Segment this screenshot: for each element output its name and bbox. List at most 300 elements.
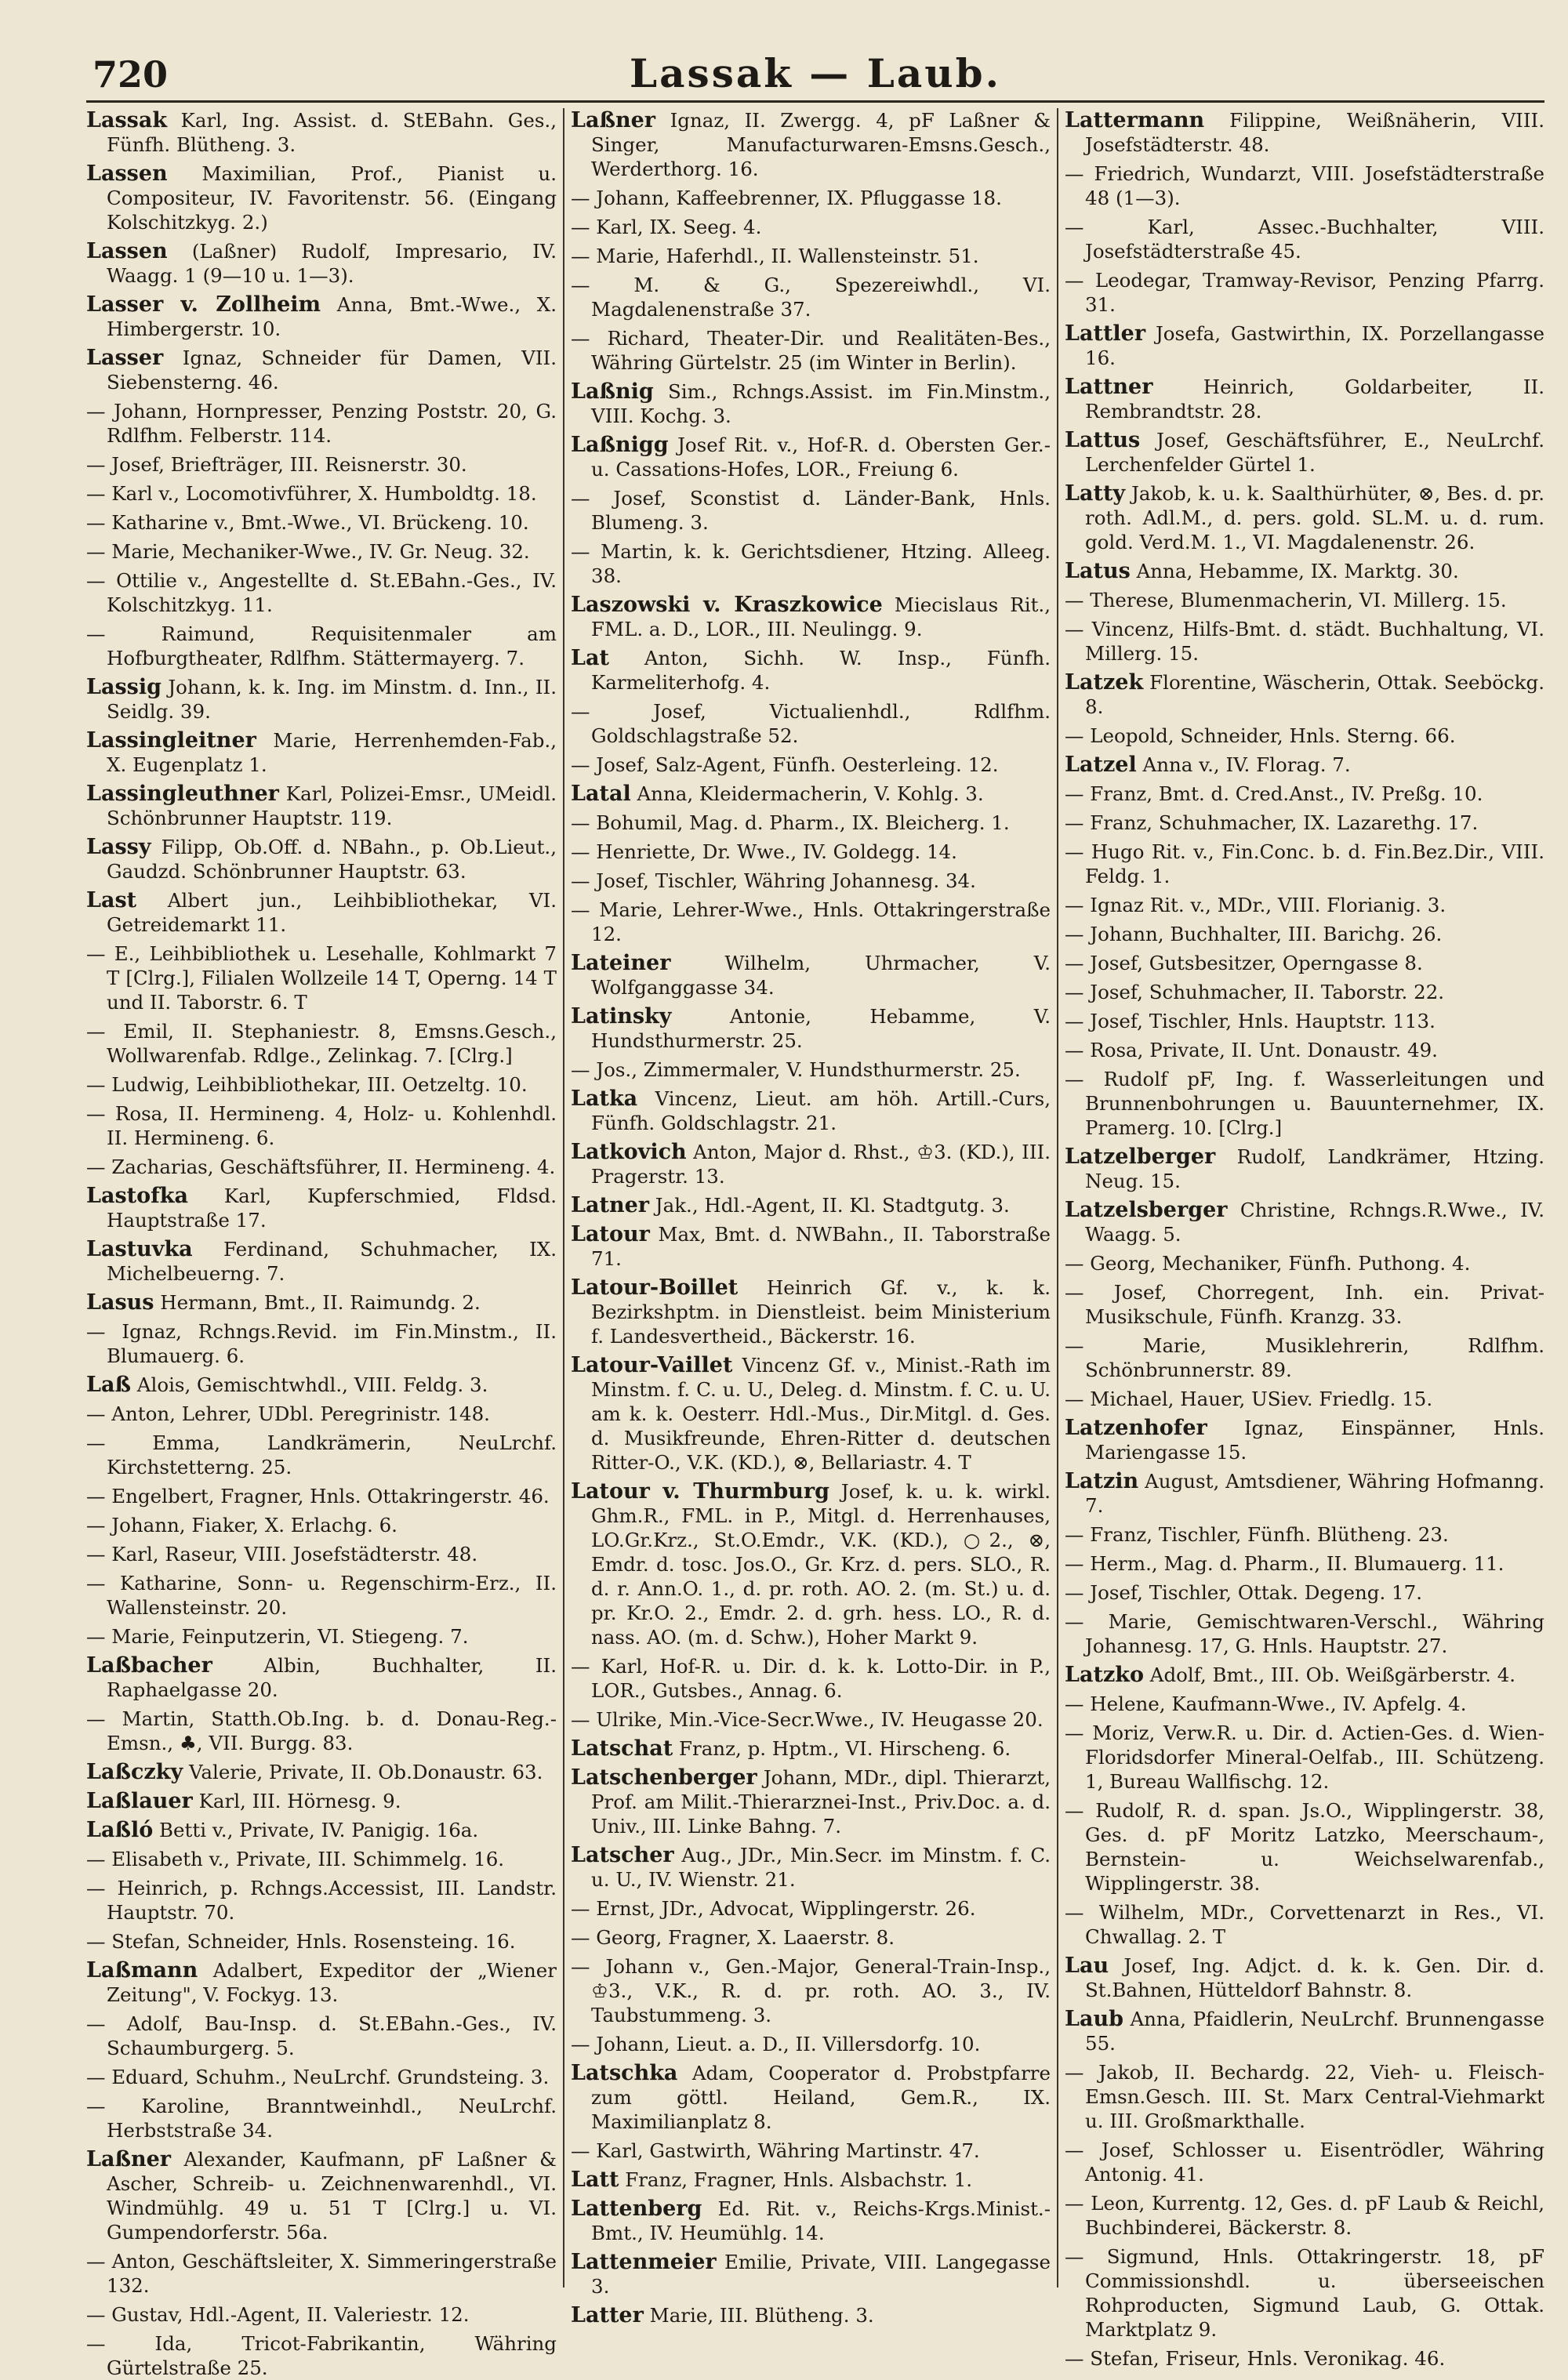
entry-surname: Latus: [1065, 559, 1131, 583]
entry-surname: Latter: [571, 2303, 644, 2327]
directory-entry: [1065, 782, 1544, 806]
entry-surname: Latinsky: [571, 1004, 672, 1029]
entry-details: Filipp, Ob.Off. d. NBahn., p. Ob.Lieut., Gaudzd. Schönbrunner Hauptstr. 63.: [107, 836, 557, 883]
entry-surname: Latschenberger: [571, 1765, 757, 1790]
entry-details: — Leodegar, Tramway-Revisor, Penzing Pfarrg. 31.: [1065, 269, 1544, 316]
entry-details: — Gustav, Hdl.-Agent, II. Valeriestr. 12.: [86, 2303, 470, 2326]
entry-details: — Josef, Tischler, Hnls. Hauptstr. 113.: [1065, 1010, 1436, 1032]
entry-surname: Latzel: [1065, 753, 1137, 777]
directory-entry: [86, 2331, 557, 2380]
directory-entry: [1065, 840, 1544, 888]
directory-entry: [571, 2032, 1051, 2056]
page-number: 720: [93, 53, 169, 96]
directory-entry: [86, 1290, 557, 1315]
directory-entry: [86, 539, 557, 564]
entry-surname: Lattus: [1065, 428, 1141, 452]
directory-entry: [1065, 922, 1544, 946]
entry-details: — Henriette, Dr. Wwe., IV. Goldegg. 14.: [571, 840, 957, 863]
directory-entry: [571, 1193, 1051, 1217]
entry-details: Vincenz, Lieut. am höh. Artill.-Curs, Fünfh. Goldschlagstr. 21.: [591, 1087, 1051, 1134]
entry-details: Adam, Cooperator d. Probstpfarre zum göttl. Heiland, Gem.R., IX. Maximilianplatz 8.: [591, 2062, 1051, 2133]
entry-details: — Rudolf pF, Ing. f. Wasserleitungen und Brunnenbohrungen u. Bauunternehmer, IX. Pramerg. 10. [Clrg.]: [1065, 1068, 1544, 1139]
directory-entry: [1065, 893, 1544, 917]
directory-entry: [1065, 1038, 1544, 1062]
entry-surname: Laßnigg: [571, 433, 669, 457]
entry-surname: Laßnig: [571, 379, 654, 404]
entry-surname: Lassen: [86, 161, 168, 186]
entry-details: Jakob, k. u. k. Saalthürhüter, ⊗, Bes. d. pr. roth. Adl.M., d. pers. gold. SL.M. u. d. rum. gold. Verd.M. 1., VI. Magdalenenstr. 26.: [1085, 482, 1544, 553]
entry-surname: Latour v. Thurmburg: [571, 1479, 829, 1504]
directory-entry: [571, 593, 1051, 641]
entry-details: — Emil, II. Stephaniestr. 8, Emsns.Gesch., Wollwarenfab. Rdlge., Zelinkag. 7. [Clrg.]: [86, 1020, 557, 1067]
directory-entry: [1065, 1798, 1544, 1896]
entry-details: — Johann, Buchhalter, III. Barichg. 26.: [1065, 923, 1443, 945]
entry-details: Aug., JDr., Min.Secr. im Minstm. f. C. u. U., IV. Wienstr. 21.: [591, 1844, 1051, 1891]
directory-entry: [86, 782, 557, 830]
directory-entry: [571, 951, 1051, 1000]
entry-surname: Lattermann: [1065, 108, 1205, 132]
entry-details: Anna, Pfaidlerin, NeuLrchf. Brunnengasse 55.: [1085, 2008, 1544, 2055]
entry-surname: Latzko: [1065, 1663, 1144, 1687]
entry-details: Ignaz, II. Zwergg. 4, pF Laßner & Singer, Manufacturwaren-Emsns.Gesch., Werderthorg. 16.: [591, 109, 1051, 180]
entry-details: Marie, III. Blütheng. 3.: [643, 2304, 874, 2327]
running-head: Lassak — Laub.: [630, 50, 1001, 96]
entry-surname: Last: [86, 888, 137, 912]
entry-surname: Latner: [571, 1193, 649, 1217]
directory-entry: [1065, 1522, 1544, 1547]
directory-entry: [86, 2065, 557, 2089]
entry-details: Johann, MDr., dipl. Thierarzt, Prof. am Milit.-Thierarznei-Inst., Priv.Doc. a. d. Univ., III. Linke Bahng. 7.: [591, 1766, 1051, 1838]
directory-entry: [571, 433, 1051, 481]
entry-details: Adalbert, Expeditor der „Wiener Zeitung", V. Fockyg. 13.: [107, 1959, 557, 2006]
directory-entry: [571, 1479, 1051, 1649]
directory-entry: [1065, 2346, 1544, 2371]
entry-details: — Emma, Landkrämerin, NeuLrchf. Kirchstetterng. 25.: [86, 1431, 557, 1478]
entry-details: — Leopold, Schneider, Hnls. Sterng. 66.: [1065, 724, 1456, 747]
entry-details: — Karoline, Branntweinhdl., NeuLrchf. Herbststraße 34.: [86, 2095, 557, 2142]
entry-details: Anton, Major d. Rhst., ♔3. (KD.), III. Pragerstr. 13.: [591, 1141, 1051, 1188]
entry-surname: Lasser: [86, 346, 164, 370]
directory-entry: [1065, 161, 1544, 210]
directory-entry: [1065, 1609, 1544, 1658]
directory-entry: [86, 1072, 557, 1097]
directory-entry: [571, 1058, 1051, 1082]
entry-details: — Josef, Salz-Agent, Fünfh. Oesterleing. 12.: [571, 753, 999, 776]
entry-details: — Franz, Schuhmacher, IX. Lazarethg. 17.: [1065, 811, 1479, 834]
directory-entry: [571, 186, 1051, 210]
directory-entry: [571, 273, 1051, 321]
entry-surname: Latzin: [1065, 1469, 1139, 1493]
directory-entry: [571, 539, 1051, 588]
entry-details: Alexander, Kaufmann, pF Laßner & Ascher, Schreib- u. Zeichnenwarenhdl., VI. Windmühlg. 49 u. 51 T [Clrg.] u. VI. Gumpendorferstr. 56a.: [107, 2148, 557, 2244]
directory-entry: [86, 1958, 557, 2007]
directory-entry: [571, 2168, 1051, 2192]
directory-entry: [1065, 268, 1544, 317]
entry-details: — Eduard, Schuhm., NeuLrchf. Grundsteing. 3.: [86, 2066, 550, 2088]
directory-entry: [86, 452, 557, 477]
entry-details: — Elisabeth v., Private, III. Schimmelg. 16.: [86, 1848, 505, 1870]
entry-details: — Katharine, Sonn- u. Regenschirm-Erz., II. Wallensteinstr. 20.: [86, 1572, 557, 1619]
entry-surname: Laszowski v. Kraszkowice: [571, 593, 883, 617]
entry-details: Josef, k. u. k. wirkl. Ghm.R., FML. in P., Mitgl. d. Herrenhauses, LO.Gr.Krz., St.O.Emdr., V.K. (KD.), ○2., ⊗, Emdr. d. tosc. Jos.O., Gr. Krz. d. pers. SLO., R. d. r. Ann.O. 1., d. pr. roth. AO. 2. (m. St.) u. d. pr. Kr.O. 2., Emdr. 2. d. grh. hess. LO., R. d. nass. AO. (m. d. Schw.), Hoher Markt 9.: [591, 1480, 1051, 1649]
entry-details: Jak., Hdl.-Agent, II. Kl. Stadtgutg. 3.: [648, 1194, 1010, 1217]
entry-surname: Lassig: [86, 675, 162, 699]
entry-details: August, Amtsdiener, Währing Hofmanng. 7.: [1085, 1470, 1544, 1517]
entry-details: — Stefan, Schneider, Hnls. Rosensteing. 16.: [86, 1930, 516, 1953]
entry-details: — Ulrike, Min.-Vice-Secr.Wwe., IV. Heugasse 20.: [571, 1708, 1044, 1731]
entry-details: Franz, Fragner, Hnls. Alsbachstr. 1.: [619, 2168, 973, 2191]
directory-entry: [571, 486, 1051, 535]
directory-entry: [86, 1818, 557, 1842]
directory-entry: [86, 239, 557, 288]
directory-entry: [86, 108, 557, 157]
entry-surname: Latzelberger: [1065, 1145, 1216, 1169]
entry-surname: Latal: [571, 782, 631, 806]
entry-details: Ed. Rit. v., Reichs-Krgs.Minist.-Bmt., IV. Heumühlg. 14.: [591, 2197, 1051, 2244]
entry-details: Hermann, Bmt., II. Raimundg. 2.: [154, 1291, 481, 1314]
entry-surname: Latschka: [571, 2061, 678, 2085]
entry-surname: Latkovich: [571, 1140, 687, 1164]
directory-columns: [86, 108, 1544, 2379]
entry-surname: Laßner: [86, 2147, 172, 2171]
directory-entry: [571, 840, 1051, 864]
entry-details: — Wilhelm, MDr., Corvettenarzt in Res., VI. Chwallag. 2. T: [1065, 1901, 1544, 1948]
entry-details: — Heinrich, p. Rchngs.Accessist, III. Landstr. Hauptstr. 70.: [86, 1877, 557, 1924]
directory-entry: [86, 1847, 557, 1871]
entry-details: — Vincenz, Hilfs-Bmt. d. städt. Buchhaltung, VI. Millerg. 15.: [1065, 618, 1544, 665]
entry-details: — Georg, Fragner, X. Laaerstr. 8.: [571, 1926, 895, 1949]
entry-details: — Marie, Mechaniker-Wwe., IV. Gr. Neug. 32.: [86, 540, 530, 563]
entry-surname: Lassy: [86, 835, 151, 859]
entry-details: Albert jun., Leihbibliothekar, VI. Getreidemarkt 11.: [107, 889, 557, 936]
directory-entry: [86, 1319, 557, 1368]
directory-entry: [86, 1431, 557, 1479]
entry-surname: Latty: [1065, 481, 1126, 506]
directory-entry: [1065, 2244, 1544, 2342]
entry-details: — Michael, Hauer, USiev. Friedlg. 15.: [1065, 1388, 1433, 1410]
directory-entry: [1065, 1009, 1544, 1033]
directory-entry: [86, 941, 557, 1014]
entry-surname: Latour-Vaillet: [571, 1353, 733, 1377]
entry-details: — Karl, IX. Seeg. 4.: [571, 216, 762, 238]
entry-details: — Ignaz, Rchngs.Revid. im Fin.Minstm., II. Blumauerg. 6.: [86, 1320, 557, 1367]
entry-details: — Georg, Mechaniker, Fünfh. Puthong. 4.: [1065, 1252, 1471, 1275]
entry-details: Sim., Rchngs.Assist. im Fin.Minstm., VIII. Kochg. 3.: [591, 380, 1051, 427]
entry-details: — Johann v., Gen.-Major, General-Train-Insp., ♔3., V.K., R. d. pr. roth. AO. 3., IV. Taubstummeng. 3.: [571, 1955, 1051, 2026]
directory-entry: [86, 510, 557, 535]
entry-details: Karl, Ing. Assist. d. StEBahn. Ges., Fünfh. Blütheng. 3.: [107, 109, 557, 156]
directory-entry: [1065, 1198, 1544, 1246]
entry-details: Marie, Herrenhemden-Fab., X. Eugenplatz 1.: [107, 729, 557, 776]
entry-details: — Herm., Mag. d. Pharm., II. Blumauerg. 11.: [1065, 1552, 1504, 1575]
column-divider: [1057, 108, 1058, 2287]
directory-entry: [1065, 1900, 1544, 1949]
entry-surname: Lastofka: [86, 1184, 188, 1208]
directory-entry: [86, 161, 557, 234]
directory-entry: [1065, 980, 1544, 1004]
entry-details: Adolf, Bmt., III. Ob. Weißgärberstr. 4.: [1144, 1663, 1516, 1686]
directory-entry: [571, 379, 1051, 428]
entry-details: Christine, Rchngs.R.Wwe., IV. Waagg. 5.: [1085, 1199, 1544, 1246]
entry-details: Josef, Ing. Adjct. d. k. k. Gen. Dir. d. St.Bahnen, Hütteldorf Bahnstr. 8.: [1085, 1954, 1544, 2001]
entry-surname: Latour: [571, 1222, 650, 1246]
directory-entry: [1065, 559, 1544, 583]
directory-entry: [571, 753, 1051, 777]
entry-details: — Ludwig, Leihbibliothekar, III. Oetzeltg. 10.: [86, 1073, 528, 1096]
directory-entry: [1065, 108, 1544, 157]
entry-details: — Ignaz Rit. v., MDr., VIII. Florianig. 3.: [1065, 894, 1446, 916]
entry-details: — Josef, Schlosser u. Eisentrödler, Währing Antonig. 41.: [1065, 2139, 1544, 2186]
directory-entry: [86, 292, 557, 341]
directory-entry: [571, 1353, 1051, 1475]
entry-details: Ferdinand, Schuhmacher, IX. Michelbeuerng. 7.: [107, 1238, 557, 1285]
directory-entry: [571, 782, 1051, 806]
entry-details: — Franz, Bmt. d. Cred.Anst., IV. Preßg. 10.: [1065, 782, 1483, 805]
directory-entry: [86, 1513, 557, 1537]
directory-entry: [86, 1707, 557, 1755]
entry-details: — Rudolf, R. d. span. Js.O., Wipplingerstr. 38, Ges. d. pF Moritz Latzko, Meerschaum-, Bernstein- u. Weichselwarenfab., Wipplingerstr. 38.: [1065, 1799, 1544, 1895]
entry-details: — Karl, Assec.-Buchhalter, VIII. Josefstädterstraße 45.: [1065, 216, 1544, 263]
directory-entry: [571, 1736, 1051, 1761]
directory-entry: [571, 2303, 1051, 2327]
directory-entry: [86, 1624, 557, 1649]
directory-entry: [571, 1004, 1051, 1053]
entry-details: — Stefan, Friseur, Hnls. Veronikag. 46.: [1065, 2347, 1446, 2370]
entry-details: Anna, Kleidermacherin, V. Kohlg. 3.: [630, 782, 984, 805]
entry-details: — Johann, Lieut. a. D., II. Villersdorfg. 10.: [571, 2033, 981, 2055]
directory-entry: [1065, 2007, 1544, 2055]
entry-surname: Laß: [86, 1373, 131, 1397]
directory-entry: [86, 1101, 557, 1150]
directory-entry: [86, 1402, 557, 1426]
entry-details: Ignaz, Schneider für Damen, VII. Siebensterng. 46.: [107, 346, 557, 394]
directory-entry: [1065, 2138, 1544, 2186]
directory-entry: [86, 1484, 557, 1508]
entry-details: — Helene, Kaufmann-Wwe., IV. Apfelg. 4.: [1065, 1692, 1467, 1715]
directory-entry: [1065, 1721, 1544, 1794]
entry-details: Anna, Hebamme, IX. Marktg. 30.: [1130, 560, 1459, 582]
entry-details: Maximilian, Prof., Pianist u. Compositeur, IV. Favoritenstr. 56. (Eingang Kolschitzkyg. 2.): [107, 162, 557, 234]
page-header: [86, 30, 1544, 103]
directory-entry: [1065, 1580, 1544, 1605]
entry-details: Karl, Polizei-Emsr., UMeidl. Schönbrunner Hauptstr. 119.: [107, 782, 557, 829]
entry-details: — Johann, Fiaker, X. Erlachg. 6.: [86, 1514, 397, 1536]
entry-details: — Raimund, Requisitenmaler am Hofburgtheater, Rdlfhm. Stättermayerg. 7.: [86, 622, 557, 669]
directory-entry: [1065, 1954, 1544, 2002]
entry-details: — Engelbert, Fragner, Hnls. Ottakringerstr. 46.: [86, 1485, 550, 1507]
directory-entry: [86, 1876, 557, 1925]
directory-entry: [1065, 588, 1544, 612]
directory-entry: [86, 622, 557, 670]
directory-entry: [1065, 428, 1544, 477]
directory-entry: [86, 2302, 557, 2327]
entry-details: Filippine, Weißnäherin, VIII. Josefstädterstr. 48.: [1085, 109, 1544, 156]
directory-entry: [571, 811, 1051, 835]
entry-details: — Josef, Sconstist d. Länder-Bank, Hnls. Blumeng. 3.: [571, 487, 1051, 534]
directory-entry: [571, 2197, 1051, 2245]
entry-details: — Rosa, Private, II. Unt. Donaustr. 49.: [1065, 1039, 1438, 1061]
entry-details: Valerie, Private, II. Ob.Donaustr. 63.: [183, 1761, 543, 1783]
directory-entry: [1065, 1251, 1544, 1275]
entry-details: — Anton, Lehrer, UDbl. Peregrinistr. 148.: [86, 1402, 490, 1425]
entry-details: Miecislaus Rit., FML. a. D., LOR., III. Neulingg. 9.: [591, 593, 1051, 640]
entry-surname: Latscher: [571, 1843, 674, 1867]
directory-entry: [571, 1896, 1051, 1921]
directory-entry: [571, 1707, 1051, 1732]
entry-details: — Martin, k. k. Gerichtsdiener, Htzing. Alleeg. 38.: [571, 540, 1051, 587]
entry-details: — Josef, Tischler, Währing Johannesg. 34.: [571, 869, 976, 892]
entry-details: — Jakob, II. Bechardg. 22, Vieh- u. Fleisch-Emsn.Gesch. III. St. Marx Central-Viehmarkt u. III. Großmarkthalle.: [1065, 2061, 1544, 2132]
directory-entry: [86, 481, 557, 506]
directory-entry: [86, 1373, 557, 1397]
directory-entry: [86, 1019, 557, 1068]
directory-entry: [1065, 215, 1544, 263]
entry-surname: Lat: [571, 646, 609, 670]
directory-entry: [1065, 1416, 1544, 1464]
entry-details: Albin, Buchhalter, II. Raphaelgasse 20.: [107, 1654, 557, 1701]
entry-details: Heinrich Gf. v., k. k. Bezirkshptm. in Dienstleist. beim Ministerium f. Landesvertheid., Bäckerstr. 16.: [591, 1276, 1051, 1348]
entry-details: Anna, Bmt.-Wwe., X. Himbergerstr. 10.: [107, 293, 557, 340]
directory-entry: [1065, 1469, 1544, 1518]
entry-details: — Therese, Blumenmacherin, VI. Millerg. 15.: [1065, 589, 1507, 611]
directory-entry: [571, 869, 1051, 893]
directory-entry: [1065, 617, 1544, 666]
entry-details: — E., Leihbibliothek u. Lesehalle, Kohlmarkt 7 T [Clrg.], Filialen Wollzeile 14 T, Operng. 14 T und II. Taborstr. 6. T: [86, 942, 557, 1014]
entry-details: — Josef, Chorregent, Inh. ein. Privat-Musikschule, Fünfh. Kranzg. 33.: [1065, 1281, 1544, 1328]
entry-details: — Josef, Schuhmacher, II. Taborstr. 22.: [1065, 981, 1445, 1003]
entry-surname: Lattenmeier: [571, 2250, 717, 2274]
directory-entry: [86, 1155, 557, 1179]
entry-surname: Lattenberg: [571, 2197, 702, 2221]
entry-surname: Lattner: [1065, 375, 1153, 399]
directory-entry: [571, 1925, 1051, 1950]
entry-details: — Martin, Statth.Ob.Ing. b. d. Donau-Reg.-Emsn., ♣, VII. Burgg. 83.: [86, 1707, 557, 1754]
entry-surname: Lasser v. Zollheim: [86, 292, 321, 317]
entry-details: Josef, Geschäftsführer, E., NeuLrchf. Lerchenfelder Gürtel 1.: [1085, 429, 1544, 476]
entry-details: — Karl, Gastwirth, Währing Martinstr. 47.: [571, 2139, 980, 2162]
directory-entry: [86, 1789, 557, 1813]
entry-details: — Josef, Victualienhdl., Rdlfhm. Goldschlagstraße 52.: [571, 700, 1051, 747]
entry-surname: Laßmann: [86, 1958, 198, 1983]
directory-entry: [1065, 481, 1544, 554]
directory-entry: [571, 1954, 1051, 2027]
entry-details: Karl, III. Hörnesg. 9.: [192, 1790, 401, 1812]
entry-details: — Richard, Theater-Dir. und Realitäten-Bes., Währing Gürtelstr. 25 (im Winter in Berlin).: [571, 327, 1051, 374]
entry-details: — Adolf, Bau-Insp. d. St.EBahn.-Ges., IV. Schaumburgerg. 5.: [86, 2012, 557, 2059]
entry-details: Max, Bmt. d. NWBahn., II. Taborstraße 71.: [591, 1223, 1051, 1270]
directory-entry: [1065, 670, 1544, 719]
entry-surname: Laßczky: [86, 1760, 183, 1784]
entry-surname: Latschat: [571, 1736, 673, 1761]
directory-entry: [1065, 1145, 1544, 1193]
directory-entry: [86, 1653, 557, 1702]
entry-details: — Marie, Feinputzerin, VI. Stiegeng. 7.: [86, 1625, 469, 1648]
directory-entry: [86, 1542, 557, 1566]
entry-details: — Karl, Raseur, VIII. Josefstädterstr. 48.: [86, 1543, 478, 1566]
entry-details: — Karl v., Locomotivführer, X. Humboldtg. 18.: [86, 482, 537, 505]
entry-details: — Jos., Zimmermaler, V. Hundsthurmerstr. 25.: [571, 1058, 1021, 1081]
directory-entry: [86, 675, 557, 724]
entry-details: — Karl, Hof-R. u. Dir. d. k. k. Lotto-Dir. in P., LOR., Gutsbes., Annag. 6.: [571, 1655, 1051, 1702]
directory-entry: [86, 346, 557, 394]
entry-surname: Laßbacher: [86, 1653, 212, 1678]
entry-details: — Marie, Musiklehrerin, Rdlfhm. Schönbrunnerstr. 89.: [1065, 1334, 1544, 1381]
column-3: [1065, 108, 1544, 2370]
directory-entry: [571, 1843, 1051, 1892]
directory-entry: [86, 399, 557, 448]
entry-details: Wilhelm, Uhrmacher, V. Wolfganggasse 34.: [591, 952, 1051, 999]
directory-entry: [1065, 724, 1544, 748]
directory-entry: [86, 2012, 557, 2060]
column-2: [571, 108, 1051, 2327]
directory-entry: [571, 1140, 1051, 1188]
entry-details: — Bohumil, Mag. d. Pharm., IX. Bleicherg. 1.: [571, 811, 1010, 834]
entry-details: — Ottilie v., Angestellte d. St.EBahn.-Ges., IV. Kolschitzkyg. 11.: [86, 569, 557, 616]
entry-surname: Lassingleuthner: [86, 782, 279, 806]
entry-details: — Friedrich, Wundarzt, VIII. Josefstädterstraße 48 (1—3).: [1065, 162, 1544, 209]
entry-surname: Latzenhofer: [1065, 1416, 1207, 1440]
directory-entry: [86, 2249, 557, 2298]
entry-surname: Lassen: [86, 239, 168, 263]
column-divider: [563, 108, 564, 2287]
directory-entry: [571, 1765, 1051, 1838]
entry-details: — Anton, Geschäftsleiter, X. Simmeringerstraße 132.: [86, 2250, 557, 2297]
entry-details: Anton, Sichh. W. Insp., Fünfh. Karmeliterhofg. 4.: [591, 647, 1051, 694]
entry-details: Antonie, Hebamme, V. Hundsthurmerstr. 25.: [591, 1005, 1051, 1052]
entry-surname: Latka: [571, 1087, 638, 1111]
entry-details: — Ida, Tricot-Fabrikantin, Währing Gürtelstraße 25.: [86, 2332, 557, 2379]
directory-entry: [571, 646, 1051, 695]
entry-details: Emilie, Private, VIII. Langegasse 3.: [591, 2251, 1051, 2298]
directory-entry: [571, 699, 1051, 748]
entry-details: — Ernst, JDr., Advocat, Wipplingerstr. 26.: [571, 1897, 976, 1920]
directory-entry: [1065, 321, 1544, 370]
entry-details: — Zacharias, Geschäftsführer, II. Hermineng. 4.: [86, 1156, 556, 1178]
directory-entry: [86, 728, 557, 777]
directory-entry: [1065, 2191, 1544, 2240]
entry-details: Rudolf, Landkrämer, Htzing. Neug. 15.: [1085, 1145, 1544, 1192]
directory-entry: [86, 1571, 557, 1620]
directory-entry: [571, 2250, 1051, 2298]
entry-details: — Marie, Haferhdl., II. Wallensteinstr. 51.: [571, 245, 979, 267]
directory-entry: [1065, 1692, 1544, 1716]
entry-surname: Lau: [1065, 1954, 1109, 1978]
entry-details: Josef Rit. v., Hof-R. d. Obersten Ger.- u. Cassations-Hofes, LOR., Freiung 6.: [591, 434, 1051, 481]
directory-entry: [571, 1087, 1051, 1135]
entry-surname: Laßlauer: [86, 1789, 193, 1813]
directory-entry: [1065, 2060, 1544, 2133]
entry-details: — Moriz, Verw.R. u. Dir. d. Actien-Ges. d. Wien-Floridsdorfer Mineral-Oelfab., III. Schützeng. 1, Bureau Wallfischg. 12.: [1065, 1722, 1544, 1793]
directory-entry: [571, 326, 1051, 375]
entry-details: — Hugo Rit. v., Fin.Conc. b. d. Fin.Bez.Dir., VIII. Feldg. 1.: [1065, 840, 1544, 887]
entry-details: — Katharine v., Bmt.-Wwe., VI. Brückeng. 10.: [86, 511, 529, 534]
directory-entry: [1065, 1663, 1544, 1687]
directory-entry: [86, 2147, 557, 2244]
entry-details: Alois, Gemischtwhdl., VIII. Feldg. 3.: [131, 1373, 488, 1396]
entry-details: — Johann, Kaffeebrenner, IX. Pfluggasse 18.: [571, 187, 1002, 209]
directory-entry: [571, 2139, 1051, 2163]
directory-entry: [86, 568, 557, 617]
directory-entry: [1065, 1067, 1544, 1140]
entry-details: — Marie, Lehrer-Wwe., Hnls. Ottakringerstraße 12.: [571, 898, 1051, 945]
directory-entry: [86, 1184, 557, 1232]
entry-details: — Josef, Gutsbesitzer, Operngasse 8.: [1065, 952, 1423, 974]
entry-details: Johann, k. k. Ing. im Minstm. d. Inn., II. Seidlg. 39.: [107, 676, 557, 723]
entry-surname: Latt: [571, 2168, 619, 2192]
entry-surname: Lastuvka: [86, 1237, 193, 1261]
entry-details: — Johann, Hornpresser, Penzing Poststr. 20, G. Rdlfhm. Felberstr. 114.: [86, 400, 557, 447]
entry-surname: Laub: [1065, 2007, 1123, 2031]
